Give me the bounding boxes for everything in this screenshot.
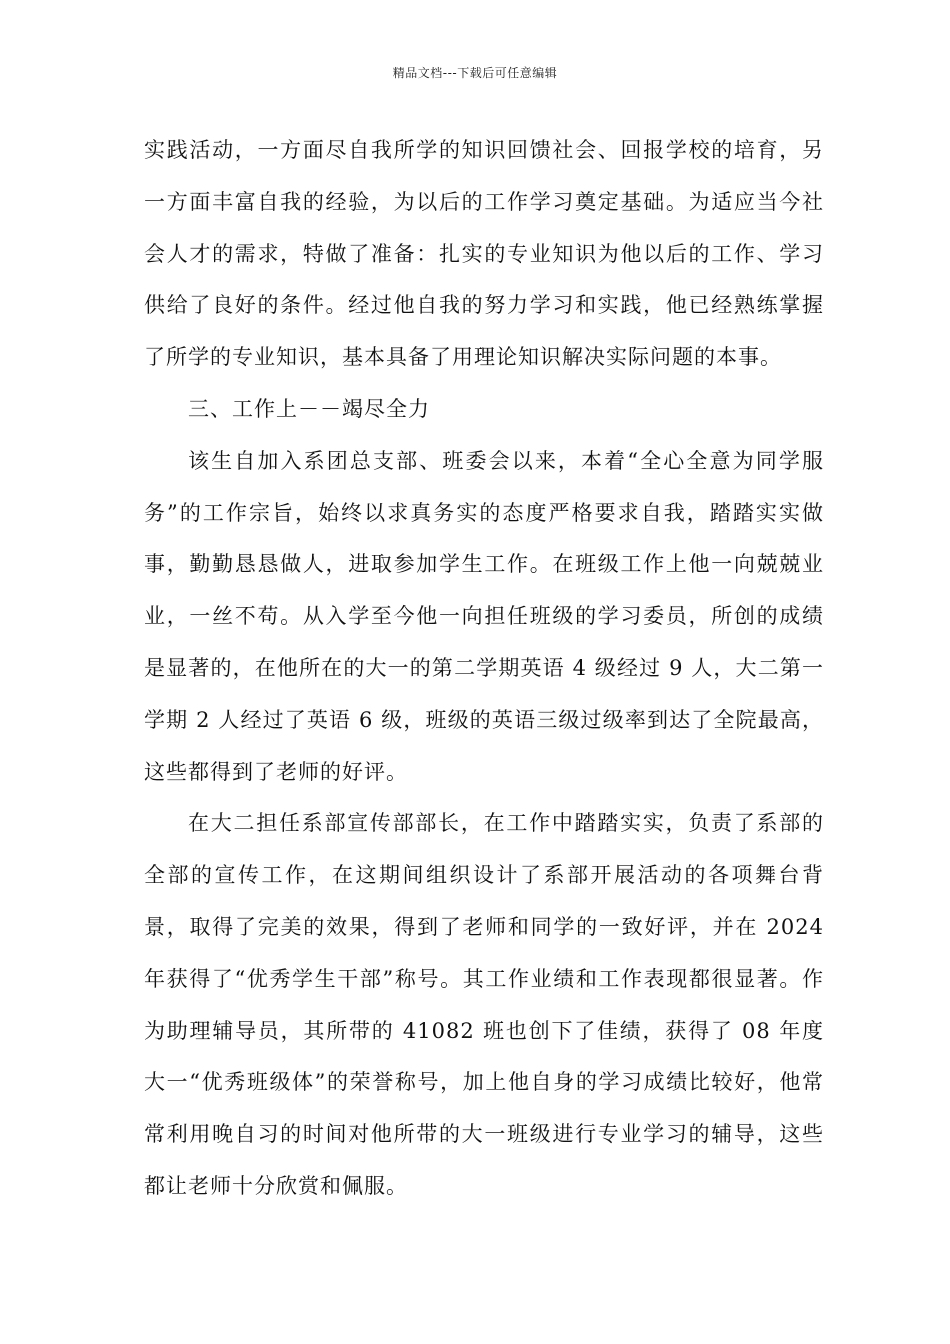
paragraph-publicity-minister: 在大二担任系部宣传部部长，在工作中踏踏实实，负责了系部的全部的宣传工作，在这期间组织设计了系部开展活动的各项舞台背景，取得了完美的效果，得到了老师和同学的一致好评，并在 2024 年获得了“优秀学生干部”称号。其工作业绩和工作表现都很显著。作为助理辅导员，其所带的 41082 班也创下了佳绩，获得了 08 年度大一“优秀班级体”的荣誉称号，加上他自身的学习成绩比较好，他常常利用晚自习的时间对他所带的大一班级进行专业学习的辅导，这些都让老师十分欣赏和佩服。 — [144, 811, 824, 1198]
document-body — [144, 125, 824, 1213]
section-heading-work: 三、工作上－－竭尽全力 — [188, 396, 430, 421]
page-header: 精品文档---下载后可任意编辑 — [392, 66, 558, 80]
paragraph-class-committee: 该生自加入系团总支部、班委会以来，本着“全心全意为同学服务”的工作宗旨，始终以求真务实的态度严格要求自我，踏踏实实做事，勤勤恳恳做人，进取参加学生工作。在班级工作上他一向兢兢业业，一丝不苟。从入学至今他一向担任班级的学习委员，所创的成绩是显著的，在他所在的大一的第二学期英语 4 级经过 9 人，大二第一学期 2 人经过了英语 6 级，班级的英语三级过级率到达了全院最高，这些都得到了老师的好评。 — [144, 448, 824, 784]
paragraph-practice: 实践活动，一方面尽自我所学的知识回馈社会、回报学校的培育，另一方面丰富自我的经验，为以后的工作学习奠定基础。为适应当今社会人才的需求，特做了准备：扎实的专业知识为他以后的工作、学习供给了良好的条件。经过他自我的努力学习和实践，他已经熟练掌握了所学的专业知识，基本具备了用理论知识解决实际问题的本事。 — [144, 138, 824, 370]
